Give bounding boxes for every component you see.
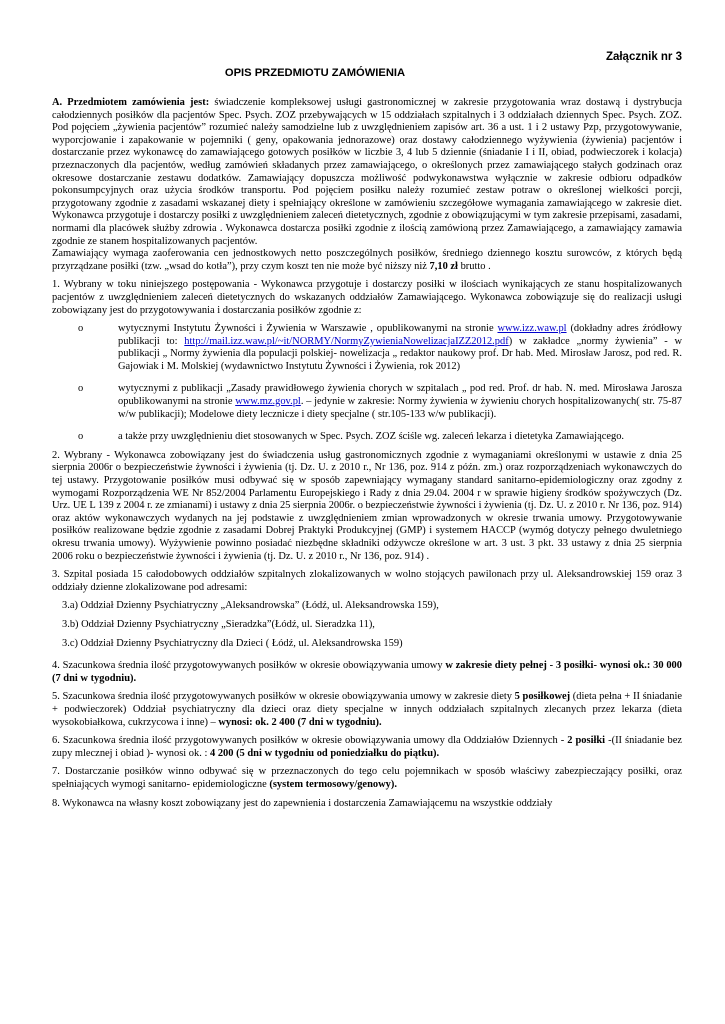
bullet-text: ) w zakładce „normy żywienia” - w publikacji „ Normy żywienia dla populacji polskiej- nowelizacja „ redaktor naukowy prof. Dr hab. Med. Mirosław Jarosz, pod red. R. Gajowiak i M. Molskiej (wydawnictwo Instytutu Żywności i Żywienia, rok 2012) <box>118 335 683 372</box>
point-4-text: 4. Szacunkowa średnia ilość przygotowywanych posiłków w okresie obowiązywania umowy <box>52 660 446 672</box>
point-4-paragraph <box>52 660 682 685</box>
document-title: OPIS PRZEDMIOTU ZAMÓWIENIA <box>224 67 406 79</box>
bullet-text: wytycznymi z publikacji „Zasady prawidłowego żywienia chorych w szpitalach „ pod red. Prof. dr hab. N. med. Mirosława Jarosza opublikowanymi na stronie <box>118 383 682 408</box>
bullet-text: . – jedynie w zakresie: Normy żywienia w żywieniu chorych hospitalizowanych( str. 75-87 w/w publikacji); Modelowe diety lecznicze i diety specjalne ( str.105-133 w/w publikacji). <box>118 396 683 420</box>
price-text-end: brutto . <box>457 260 491 272</box>
point-2-paragraph: 2. Wybrany - Wykonawca zobowiązany jest do świadczenia usług gastronomicznych zgodnie z wymaganiami określonymi w ustawie z dnia 25 sierpnia 2006r o bezpieczeństwie żywności i żywienia (tj. Dz. U. z 2010 r., Nr 136, poz. 914 z późn. zm.) oraz rozporządzeniach wykonawczych do tej ustawy. Przygotowanie posiłków musi odbywać się w sposób zapewniający wymagany standard sanitarno-epidemiologiczny oraz zgodny z wymogami Rozporządzenia WE Nr 852/2004 Parlamentu Europejskiego i Rady z dnia 29.04. 2004 r w sprawie higieny środków spożywczych (Dz. Urz. UE L 139 z 2004 r. ze zmianami) i ustawy z dnia 25 sierpnia 2006r. o bezpieczeństwie żywności i żywienia (tj. Dz. U. z 2010 r. Nr 136, poz. 914) oraz aktów wykonawczych wydanych na jej podstawie z uwzględnieniem zmian wprowadzonych w okresie trwania umowy. Przygotowywanie posiłków realizowane będzie zgodnie z zasadami Dobrej Praktyki Produkcyjnej (GMP) i systemem HACCP (wymóg dotyczy pełnego dwuletniego okresu trwania umowy). Wyżywienie powinno posiadać niezbędne składniki odżywcze określone w art. 3 ust. 3 pkt. 33 ustawy z dnia 25 sierpnia 2006 roku o bezpieczeństwie żywności i żywienia (tj. Dz. U. z 2010 r., Nr 136, poz. 914) . <box>52 449 682 562</box>
point-6-bold: 2 posiłki <box>567 735 606 747</box>
document-body <box>52 97 682 810</box>
point-7-paragraph <box>52 766 682 791</box>
section-a-lead: A. Przedmiotem zamówienia jest: <box>52 97 210 108</box>
point-6-bold: 4 200 (5 dni w tygodniu od poniedziałku do piątku). <box>209 747 440 759</box>
point-3c-item: 3.c) Oddział Dzienny Psychiatryczny dla Dzieci ( Łódź, ul. Aleksandrowska 159) <box>62 637 403 649</box>
bullet-item-mz <box>78 383 683 421</box>
point-5-bold: 5 posiłkowej <box>514 691 571 703</box>
annex-label: Załącznik nr 3 <box>605 51 682 63</box>
point-3b-item: 3.b) Oddział Dzienny Psychiatryczny „Sieradzka”(Łódź, ul. Sieradzka 11), <box>62 618 375 630</box>
point-5-paragraph <box>52 691 682 729</box>
section-a-paragraph <box>52 97 682 248</box>
point-3-paragraph: 3. Szpital posiada 15 całodobowych oddziałów szpitalnych zlokalizowanych w wolno stojących pawilonach przy ul. Aleksandrowskiej 159 oraz 3 oddziały dzienne zlokalizowane pod adresami: <box>52 569 682 593</box>
bullet-item-izz <box>78 323 683 373</box>
bullet-text: (dokładny adres źródłowy publikacji to: <box>118 323 683 347</box>
bullet-item-diets <box>78 431 682 444</box>
point-7-bold: (system termosowy/genowy). <box>269 778 397 790</box>
point-7-text: 7. Dostarczanie posiłków winno odbywać się w przeznaczonych do tego celu pojemnikach w sposób właściwy zabezpieczający posiłki, oraz spełniających wymogi sanitarno- epidemiologiczne <box>52 766 682 790</box>
link-izz-pdf[interactable]: http://mail.izz.waw.pl/~it/NORMY/NormyZywieniaNowelizacjaIZZ2012.pdf <box>184 335 509 347</box>
point-3a-item: 3.a) Oddział Dzienny Psychiatryczny „Aleksandrowska” (Łódź, ul. Aleksandrowska 159), <box>62 600 439 612</box>
point-1-paragraph: 1. Wybrany w toku niniejszego postępowania - Wykonawca przygotuje i dostarczy posiłki w ilościach wynikających ze stanu hospitalizowanych pacjentów z uwzględnieniem zaleceń dietetycznych do wskazanych oddziałów Zamawiającego. Wykonawca zobowiązuje się do realizacji usługi zobowiązany jest do przygotowywania i dostarczania posiłków zgodnie z: <box>52 279 682 316</box>
point-8-paragraph: 8. Wykonawca na własny koszt zobowiązany jest do zapewnienia i dostarczenia Zamawiającemu na wszystkie oddziały <box>52 797 553 809</box>
link-izz[interactable]: www.izz.waw.pl <box>497 323 567 335</box>
section-a-price-paragraph <box>52 248 682 273</box>
point-5-text: (dieta pełna + II śniadanie + podwieczorek) Oddział psychiatryczny dla dzieci oraz diety specjalne w innych oddziałach szpitalnych zlecanych przez lekarza (dieta wysokobiałkowa, cukrzycowa i inne) – <box>52 691 682 728</box>
point-4-bold: w zakresie diety pełnej - 3 posiłki- wynosi ok.: 30 000 (7 dni w tygodniu). <box>52 660 682 684</box>
price-text: Zamawiający wymaga zaoferowania cen jednostkowych netto poszczególnych posiłków, średniego dziennego kosztu surowców, z których będą przyrządzane posiłki (tzw. „wsad do kotła”), przy czym koszt ten nie może być niższy niż <box>52 248 682 272</box>
price-value: 7,10 zł <box>429 260 458 272</box>
bullet-marker: o <box>78 323 84 335</box>
link-mz[interactable]: www.mz.gov.pl <box>235 396 301 408</box>
bullet-marker: o <box>78 431 84 443</box>
section-a-text: świadczenie kompleksowej usługi gastronomicznej w zakresie przygotowania wraz dostawą i dystrybucja całodziennych posiłków dla pacjentów Spec. Psych. ZOZ przebywających w 15 oddziałach szpitalnych i 3 oddziałach dziennych Spec. Psych. ZOZ. Pod pojęciem „żywienia pacjentów” rozumieć należy samodzielne lub z uwzględnieniem zapisów art. 36 a ust. 1 i 2 ustawy Pzp, przygotowywanie, wyporcjowanie i zapakowanie w pojemniki ( geny, opakowania jednorazowe) oraz dostawy całodziennego wyżywienia (żywienia) pacjentów i dostarczanie przez wykonawcę do zamawiającego gotowych posiłków w liczbie 3, 4 lub 5 dziennie (śniadanie I i II, obiad, podwieczorek i kolacja) przeznaczonych dla pacjentów, według zamówień składanych przez zamawiającego, o określonych przez zamawiającego stałych godzinach oraz okresowe dostarczanie zestawu dodatków. Zamawiający dopuszcza możliwość podwykonawstwa wyłącznie w zakresie odbioru odpadków pokonsumpcyjnych oraz użycia środków transportu. Pod pojęciem posiłku należy rozumieć zestaw potraw o określonej wielkości porcji, przygotowany zgodnie z zasadami wskazanej diety i spełniający określone w zamówieniu szczegółowe wymagania zamawiającego w zakresie diet. Wykonawca przygotuje i dostarczy posiłki z uwzględnieniem zaleceń dietetycznych, zgodnie z obowiązującymi w tym zakresie przepisami, zasadami, normami dla placówek służby zdrowia . Wykonawca dostarcza posiłki zgodnie z ilością zamówioną przez Zamawiającego, a zamawiający zamawia zgodnie ze stanem hospitalizowanych pacjentów. <box>52 97 682 247</box>
point-5-bold: wynosi: ok. 2 400 (7 dni w tygodniu). <box>218 716 382 728</box>
bullet-text: a także przy uwzględnieniu diet stosowanych w Spec. Psych. ZOZ ściśle wg. zaleceń lekarza i dietetyka Zamawiającego. <box>118 431 625 443</box>
bullet-text: wytycznymi Instytutu Żywności i Żywienia w Warszawie , opublikowanymi na stronie <box>118 323 498 335</box>
point-6-paragraph <box>52 735 682 760</box>
point-5-text: 5. Szacunkowa średnia ilość przygotowywanych posiłków w okresie obowiązywania umowy w zakresie diety <box>52 691 515 703</box>
point-6-text: 6. Szacunkowa średnia ilość przygotowywanych posiłków w okresie obowiązywania umowy dla Oddziałów Dziennych - <box>52 735 568 747</box>
point-6-text: -(II śniadanie bez zupy mlecznej i obiad )- wynosi ok. : <box>52 735 682 759</box>
bullet-marker: o <box>78 383 84 395</box>
